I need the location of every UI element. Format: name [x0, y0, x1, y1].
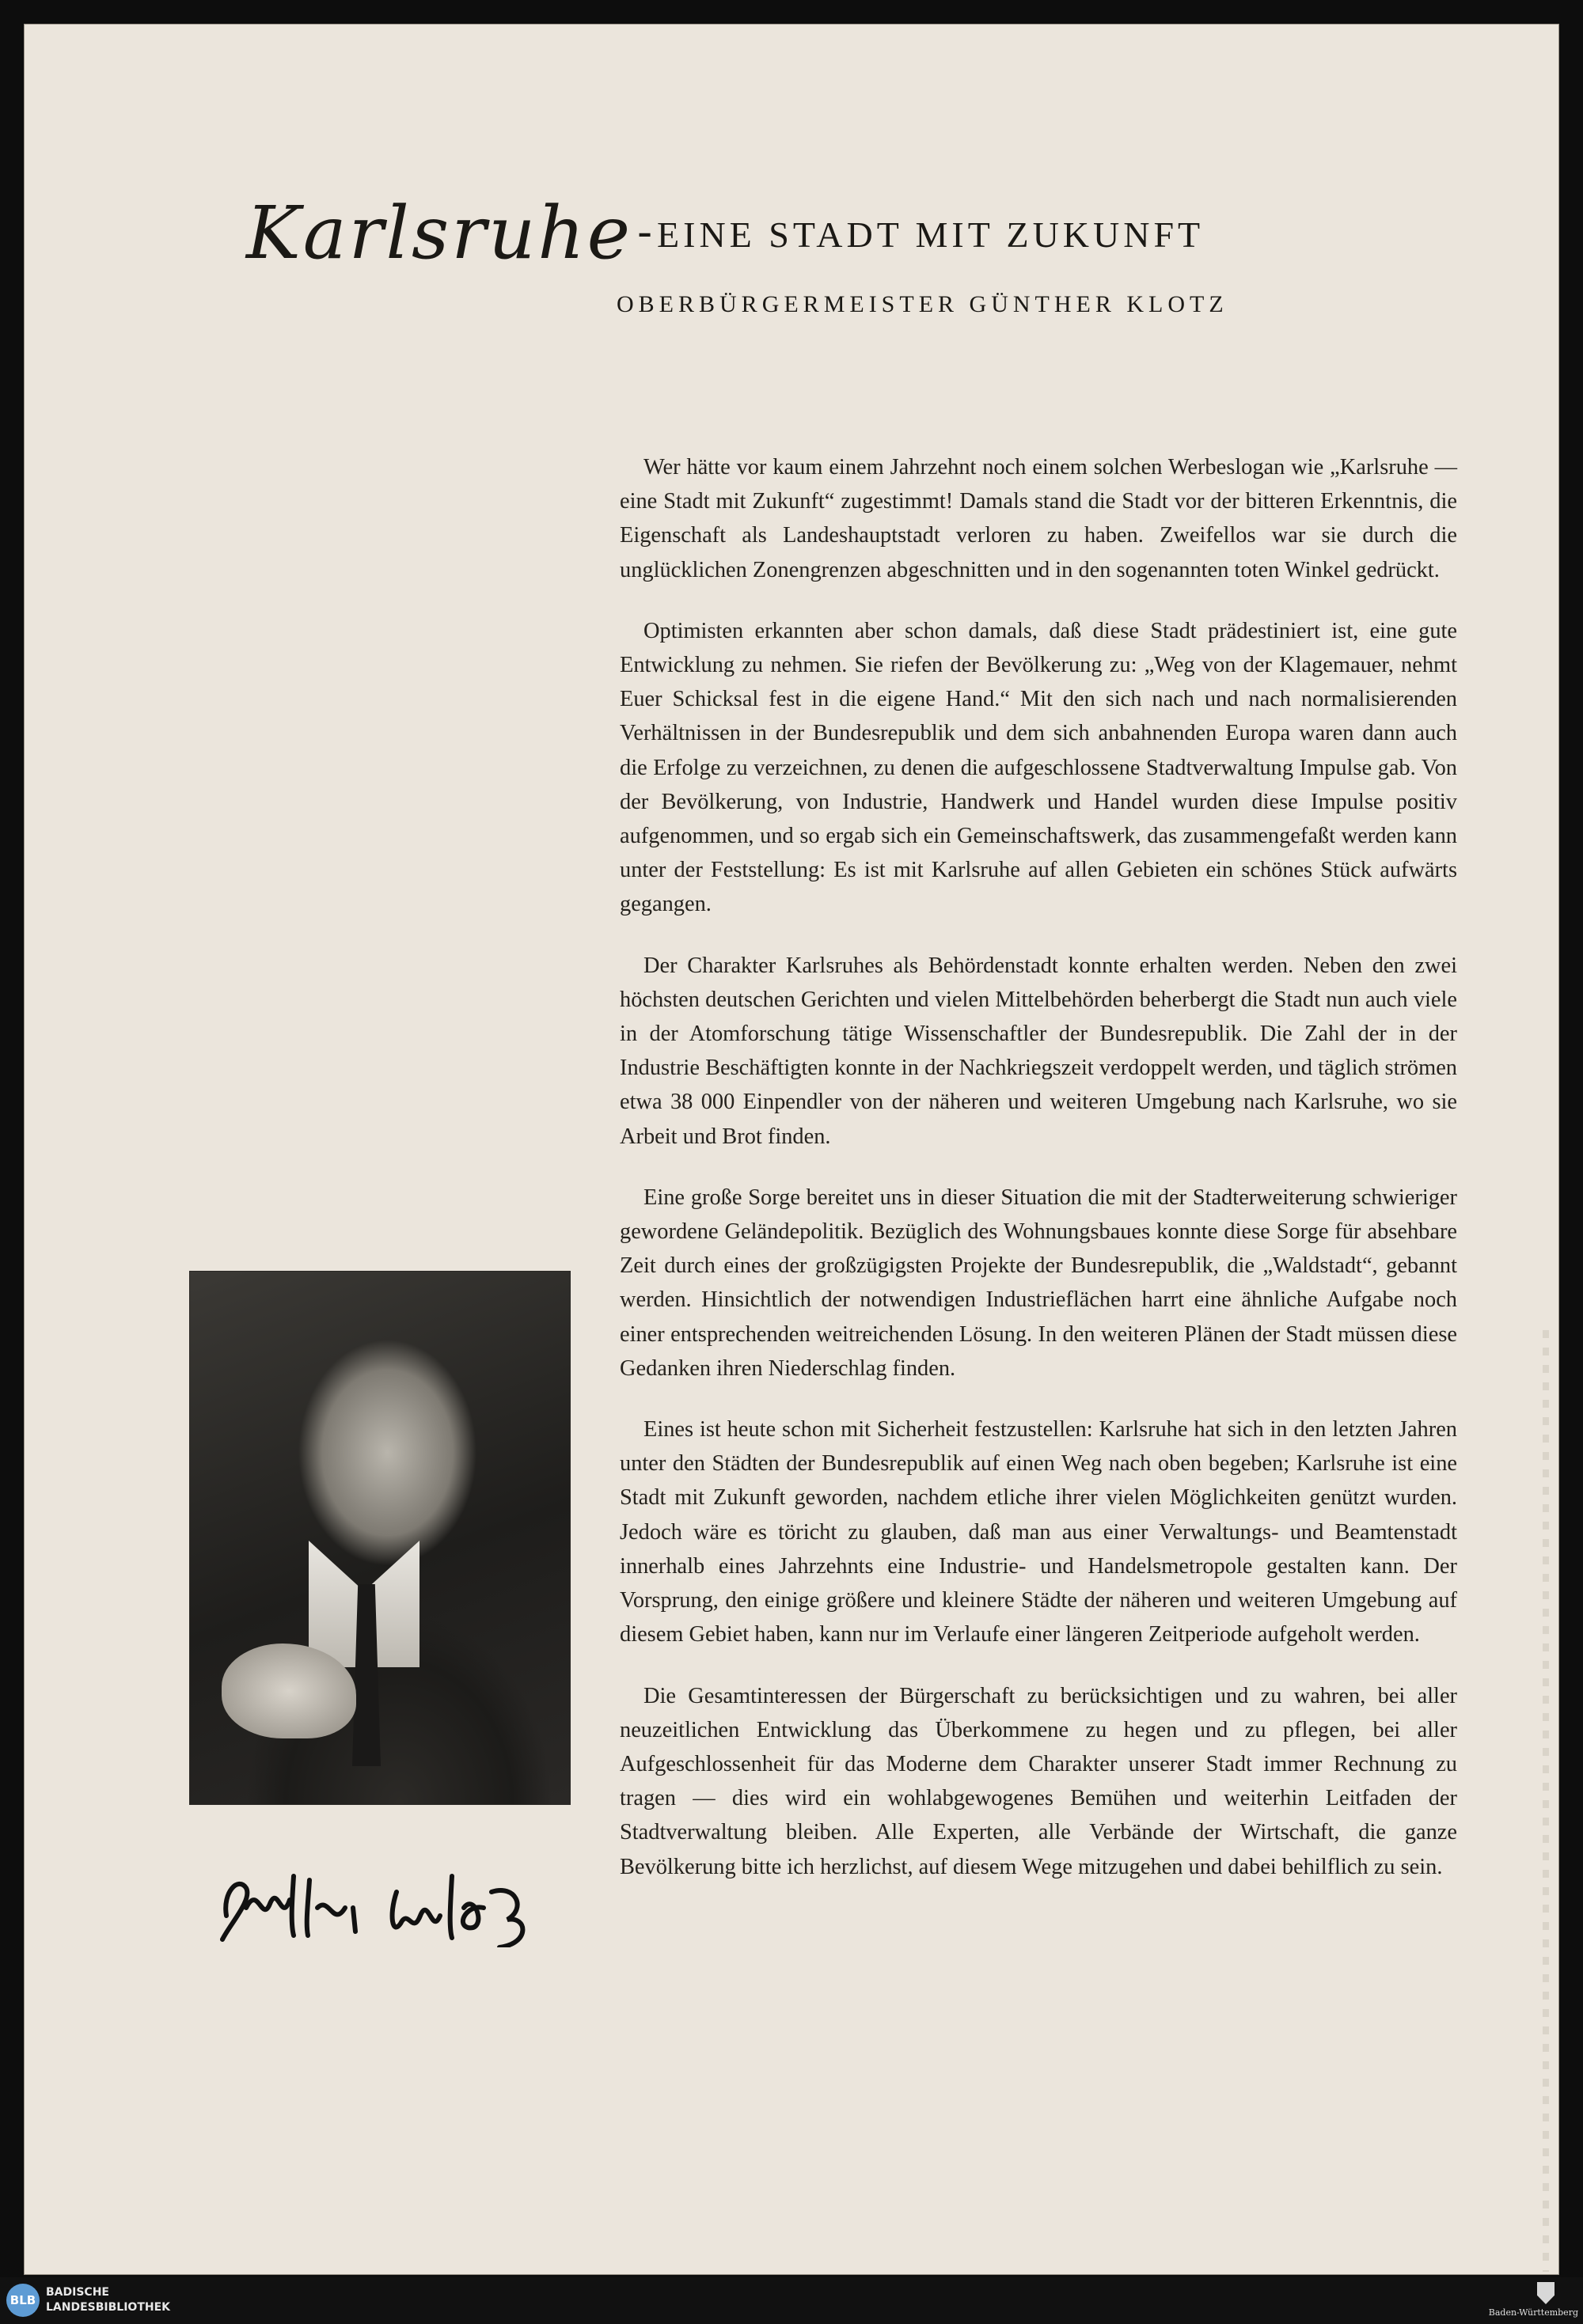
author-byline: OBERBÜRGERMEISTER GÜNTHER KLOTZ: [617, 291, 1228, 317]
handwritten-signature: [214, 1860, 587, 1947]
page-edge-perforation: [1543, 1330, 1549, 2272]
title-script-karlsruhe: Karlsruhe: [246, 191, 633, 275]
paragraph-6: Die Gesamtinteressen der Bürgerschaft zu berücksichtigen und zu wahren, bei aller neuzeitlichen Entwicklung das Überkommene zu hegen und zu pflegen, bei aller Aufgeschlossenheit für das Moderne dem Charakter unserer Stadt immer Rechnung zu tragen — dies wird ein wohlabgewogenes Bemühen und weiterhin Leitfaden der Stadtverwaltung bleiben. Alle Experten, alle Verbände der Wirtschaft, die ganze Bevölkerung bitte ich herzlichst, auf diesem Wege mitzugehen und dabei behilflich zu sein.: [620, 1683, 1457, 1879]
document-page: [24, 24, 1559, 2275]
library-name-line2: LANDESBIBLIOTHEK: [46, 2301, 171, 2314]
paragraph-4: Eine große Sorge bereitet uns in dieser Situation die mit der Stadterweiterung schwieriger gewordene Geländepolitik. Bezüglich des Wohnungsbaues konnte diese Sorge für absehbare Zeit durch eines der großzügigsten Projekte der Bundesrepublik, die „Waldstadt“, gebannt werden. Hinsichtlich der notwendigen Industrieflächen harrt eine ähnliche Aufgabe noch einer entsprechenden weitreichenden Lösung. In den weiteren Plänen der Stadt müssen diese Gedanken ihren Niederschlag finden.: [620, 1185, 1457, 1381]
article-body: [620, 450, 1457, 1911]
footer-bar: [0, 2277, 1583, 2324]
title-dash: -: [637, 207, 653, 258]
library-name-line1: BADISCHE: [46, 2286, 109, 2299]
state-coat-of-arms-icon: [1537, 2282, 1555, 2304]
title-subtitle: EINE STADT MIT ZUKUNFT: [657, 214, 1205, 255]
paragraph-2: Optimisten erkannten aber schon damals, daß diese Stadt prädestiniert ist, eine gute Entwicklung zu nehmen. Sie riefen der Bevölkerung zu: „Weg von der Klagemauer, nehmt Euer Schicksal fest in die eigene Hand.“ Mit den sich nach und nach normalisierenden Verhältnissen in der Bundesrepublik und dem sich anbahnenden Europa waren dann auch die Erfolge zu verzeichnen, zu denen die aufgeschlossene Stadtverwaltung Impulse gab. Von der Bevölkerung, von Industrie, Handwerk und Handel wurden diese Impulse positiv aufgenommen, und so ergab sich ein Gemeinschaftswerk, das zusammengefaßt werden kann unter der Feststellung: Es ist mit Karlsruhe auf allen Gebieten ein schönes Stück aufwärts gegangen.: [620, 618, 1457, 917]
paragraph-5: Eines ist heute schon mit Sicherheit festzustellen: Karlsruhe hat sich in den letzten Jahren unter den Städten der Bundesrepublik auf einen Weg nach oben begeben; Karlsruhe ist eine Stadt mit Zukunft geworden, nachdem etliche ihrer vielen Möglichkeiten genützt wurden. Jedoch wäre es töricht zu glauben, daß man aus einer Verwaltungs- und Beamtenstadt innerhalb eines Jahrzehnts eine Industrie- und Handelsmetropole gestalten kann. Der Vorsprung, den einige größere und kleinere Städte der näheren und weiteren Umgebung auf diesem Gebiet haben, kann nur im Verlaufe einer längeren Zeitperiode aufgeholt werden.: [620, 1417, 1457, 1647]
portrait-photo: [189, 1271, 571, 1805]
library-name: [46, 2285, 170, 2315]
paragraph-3: Der Charakter Karlsruhes als Behördenstadt konnte erhalten werden. Neben den zwei höchsten deutschen Gerichten und vielen Mittelbehörden beherbergt die Stadt nun auch viele in der Atomforschung tätige Wissenschaftler der Bundesrepublik. Die Zahl der in der Industrie Beschäftigten konnte in der Nachkriegszeit verdoppelt werden, und täglich strömen etwa 38 000 Einpendler von der näheren und weiteren Umgebung nach Karlsruhe, wo sie Arbeit und Brot finden.: [620, 953, 1457, 1149]
page-title: [246, 191, 1204, 275]
blb-logo-icon: BLB: [6, 2284, 40, 2317]
paragraph-1: Wer hätte vor kaum einem Jahrzehnt noch einem solchen Werbeslogan wie „Karlsruhe — eine Stadt mit Zukunft“ zugestimmt! Damals stand die Stadt vor der bitteren Erkenntnis, die Eigenschaft als Landeshauptstadt verloren zu haben. Zweifellos war sie durch die unglücklichen Zonengrenzen abgeschnitten und in den sogenannten toten Winkel gedrückt.: [620, 455, 1457, 582]
state-label: Baden-Württemberg: [1488, 2307, 1578, 2318]
